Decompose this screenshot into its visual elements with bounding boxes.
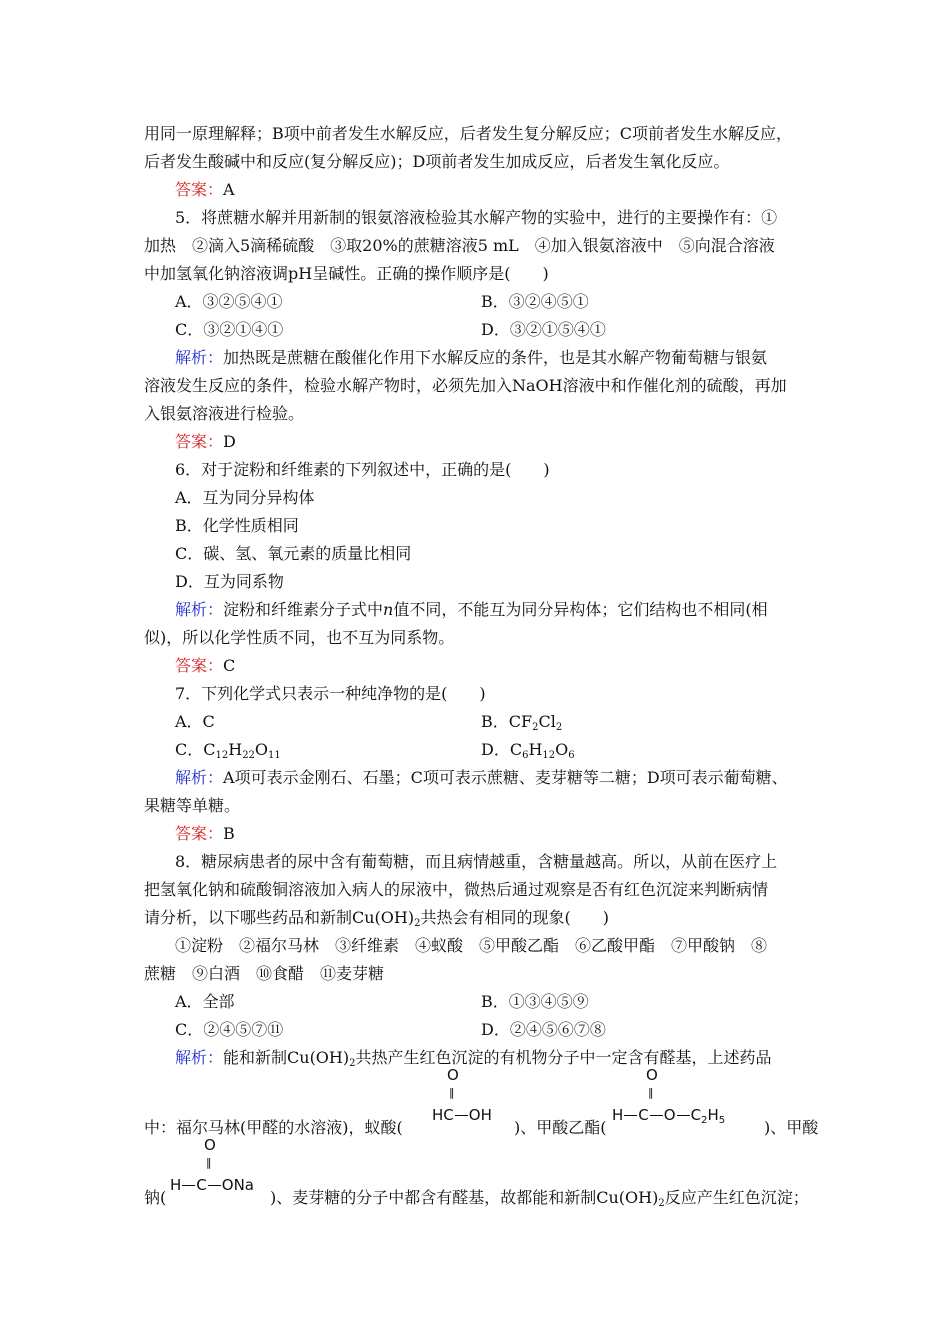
option-d: D．③②①⑤④① [481,320,606,339]
answer-value: B [223,824,235,843]
formic-acid-structure: O ‖ HC OH [432,1066,492,1124]
answer-label: 答案： [175,824,224,843]
question-8: 8．糖尿病患者的尿中含有葡萄糖，而且病情越重，含糖量越高。所以，从前在医疗上 [175,852,778,871]
explanation-line: 解析：A项可表示金刚石、石墨；C项可表示蔗糖、麦芽糖等二糖；D项可表示葡萄糖、 [175,768,788,787]
option-d: D．$C_6H_{12}O_6$ [481,740,575,761]
question-line: 把氢氧化钠和硫酸铜溶液加入病人的尿液中，微热后通过观察是否有红色沉淀来判断病情 [144,880,769,899]
explanation-line: 解析：能和新制$Cu(OH)_2$共热产生红色沉淀的有机物分子中一定含有醛基，上述药品 [175,1048,772,1069]
paragraph-line: 后者发生酸碱中和反应(复分解反应)；D项前者发生加成反应，后者发生氧化反应。 [144,152,730,171]
option-a: A．全部 [175,992,235,1011]
option-c: C．②④⑤⑦⑪ [175,1020,284,1039]
answer-line [175,432,236,452]
question-line: 蔗糖 ⑨白酒 ⑩食醋 ⑪麦芽糖 [144,964,385,983]
ethyl-formate-structure: O ‖ H C O $C_2H_5$ [612,1066,726,1126]
answer-line [175,180,235,200]
explanation-label: 解析： [175,348,224,367]
option-d: D．互为同系物 [175,572,284,591]
answer-value: D [223,432,236,451]
question-5: 5．将蔗糖水解并用新制的银氨溶液检验其水解产物的实验中，进行的主要操作有：① [175,208,778,227]
option-d: D．②④⑤⑥⑦⑧ [481,1020,606,1039]
option-b: B．③②④⑤① [481,292,589,311]
explanation-line: 似)，所以化学性质不同，也不互为同系物。 [144,628,455,647]
explanation-label: 解析： [175,600,224,619]
option-c: C．$C_{12}H_{22}O_{11}$ [175,740,281,761]
question-7: 7．下列化学式只表示一种纯净物的是( ) [175,684,486,703]
question-line: 加热 ②滴入5滴稀硫酸 ③取20%的蔗糖溶液5 mL ④加入银氨溶液中 ⑤向混合溶液 [144,236,775,255]
explanation-line: 解析：淀粉和纤维素分子式中n值不同，不能互为同分异构体；它们结构也不相同(相 [175,600,768,619]
option-a: A．互为同分异构体 [175,488,315,507]
question-line: 请分析，以下哪些药品和新制$Cu(OH)_2$共热会有相同的现象( ) [144,908,609,929]
answer-label: 答案： [175,180,224,199]
explanation-line: 果糖等单糖。 [144,796,241,815]
paragraph-line: 用同一原理解释；B项中前者发生水解反应，后者发生复分解反应；C项前者发生水解反应， [144,124,793,143]
sodium-formate-structure: O ‖ H C ONa [170,1136,254,1194]
question-line: ①淀粉 ②福尔马林 ③纤维素 ④蚁酸 ⑤甲酸乙酯 ⑥乙酸甲酯 ⑦甲酸钠 ⑧ [175,936,768,955]
answer-line [175,656,235,676]
option-b: B．①③④⑤⑨ [481,992,589,1011]
option-c: C．③②①④① [175,320,284,339]
explanation-label: 解析： [175,768,224,787]
explanation-line: 溶液发生反应的条件，检验水解产物时，必须先加入NaOH溶液中和作催化剂的硫酸，再加 [144,376,787,395]
explanation-line: 入银氨溶液进行检验。 [144,404,305,423]
answer-label: 答案： [175,656,224,675]
explanation-line: 解析：加热既是蔗糖在酸催化作用下水解反应的条件，也是其水解产物葡萄糖与银氨 [175,348,768,367]
option-b: B．化学性质相同 [175,516,299,535]
answer-line [175,824,235,844]
explanation-line: )、甲酸乙酯( [514,1118,607,1137]
question-line: 中加氢氧化钠溶液调pH呈碱性。正确的操作顺序是( ) [144,264,549,283]
question-6: 6．对于淀粉和纤维素的下列叙述中，正确的是( ) [175,460,550,479]
explanation-line: )、甲酸 [764,1118,819,1137]
option-b: B．$CF_2Cl_2$ [481,712,563,733]
explanation-label: 解析： [175,1048,224,1067]
option-a: A．C [175,712,215,731]
explanation-line: )、麦芽糖的分子中都含有醛基，故都能和新制$Cu(OH)_2$反应产生红色沉淀； [270,1188,809,1209]
explanation-line: 钠( [144,1188,167,1207]
answer-label: 答案： [175,432,224,451]
option-a: A．③②⑤④① [175,292,283,311]
explanation-line: 中：福尔马林(甲醛的水溶液)，蚁酸( [144,1118,403,1137]
answer-value: C [223,656,236,675]
option-c: C．碳、氢、氧元素的质量比相同 [175,544,412,563]
answer-value: A [223,180,235,199]
